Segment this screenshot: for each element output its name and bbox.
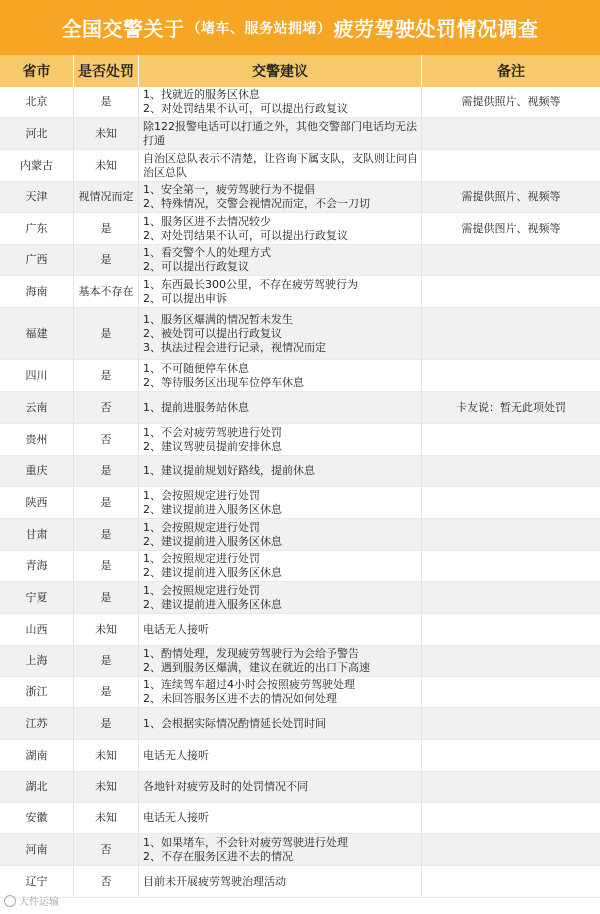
table-row <box>0 392 600 424</box>
cell-note <box>422 551 600 581</box>
advice-line: 2、建议提前进入服务区休息 <box>143 566 282 579</box>
cell-advice <box>139 487 422 518</box>
cell-province: 山西 <box>0 614 74 645</box>
title-subtitle: （堵车、服务站拥堵） <box>186 20 332 37</box>
cell-province: 广西 <box>0 245 74 275</box>
table-row <box>0 308 600 360</box>
watermark-logo-icon <box>4 895 16 907</box>
advice-line: 2、等待服务区出现车位停车休息 <box>143 375 304 389</box>
cell-penalty: 是 <box>74 646 139 676</box>
cell-note <box>422 308 600 359</box>
cell-penalty: 是 <box>74 308 139 359</box>
cell-note <box>422 803 600 833</box>
cell-note: 卡友说：暂无此项处罚 <box>456 400 566 414</box>
cell-note <box>422 582 600 613</box>
cell-advice <box>139 87 422 117</box>
cell-penalty: 否 <box>74 424 139 455</box>
cell-province: 安徽 <box>0 803 74 833</box>
cell-province: 内蒙古 <box>0 150 74 181</box>
header-penalty: 是否处罚 <box>74 55 139 87</box>
cell-note <box>422 519 600 550</box>
cell-penalty: 是 <box>74 708 139 739</box>
table-row <box>0 582 600 614</box>
table-row <box>0 276 600 308</box>
cell-province: 重庆 <box>0 456 74 486</box>
advice-line: 治区总队 <box>143 165 187 179</box>
cell-province: 海南 <box>0 276 74 307</box>
cell-province: 湖北 <box>0 772 74 802</box>
cell-penalty: 是 <box>74 360 139 391</box>
advice-line: 2、未回答服务区进不去的情况如何处理 <box>143 692 337 705</box>
cell-province: 上海 <box>0 646 74 676</box>
table-row <box>0 551 600 582</box>
cell-province: 贵州 <box>0 424 74 455</box>
advice-line: 2、对处罚结果不认可，可以提出行政复议 <box>143 102 348 115</box>
cell-penalty: 是 <box>74 487 139 518</box>
advice-line: 2、可以提出申诉 <box>143 291 227 305</box>
table-row <box>0 519 600 551</box>
table-row <box>0 424 600 456</box>
advice-line: 1、提前进服务站休息 <box>143 400 249 414</box>
cell-advice <box>139 456 422 486</box>
advice-line: 除122报警电话可以打通之外，其他交警部门电话均无法 <box>143 119 417 133</box>
cell-advice <box>139 582 422 613</box>
cell-note <box>422 614 600 645</box>
cell-province: 宁夏 <box>0 582 74 613</box>
cell-province: 甘肃 <box>0 519 74 550</box>
header-note: 备注 <box>497 64 525 80</box>
table-row <box>0 118 600 150</box>
advice-line: 1、会按照规定进行处罚 <box>143 488 260 502</box>
advice-line: 1、不可随便停车休息 <box>143 361 249 375</box>
cell-note <box>422 834 600 865</box>
table-row <box>0 213 600 245</box>
cell-advice <box>139 866 422 897</box>
cell-province: 河南 <box>0 834 74 865</box>
advice-line: 1、服务区爆满的情况暂未发生 <box>143 312 293 326</box>
cell-note <box>422 150 600 181</box>
cell-province: 北京 <box>0 87 74 117</box>
table-row <box>0 614 600 646</box>
title-main-b: 疲劳驾驶处罚情况调查 <box>333 17 539 41</box>
cell-province: 天津 <box>0 182 74 212</box>
cell-province: 江苏 <box>0 708 74 739</box>
watermark <box>4 893 59 908</box>
table-row <box>0 708 600 740</box>
cell-province: 云南 <box>0 392 74 423</box>
advice-line: 2、建议提前进入服务区休息 <box>143 534 282 548</box>
table-row <box>0 245 600 276</box>
cell-penalty: 是 <box>74 582 139 613</box>
cell-note: 需提供照片、视频等 <box>461 95 561 108</box>
cell-note <box>422 424 600 455</box>
advice-line: 1、如果堵车，不会针对疲劳驾驶进行处理 <box>143 835 348 849</box>
watermark-text: 大件运输 <box>19 897 59 908</box>
cell-penalty: 未知 <box>74 772 139 802</box>
advice-line: 1、服务区进不去情况较少 <box>143 214 271 228</box>
cell-advice <box>139 150 422 181</box>
header-province: 省市 <box>0 55 74 87</box>
table-header <box>0 55 600 87</box>
advice-line: 1、会根据实际情况酌情延长处罚时间 <box>143 716 326 730</box>
cell-note <box>422 118 600 149</box>
advice-line: 1、会按照规定进行处罚 <box>143 520 260 534</box>
cell-advice <box>139 834 422 865</box>
cell-note <box>422 740 600 771</box>
cell-advice <box>139 614 422 645</box>
cell-advice <box>139 308 422 359</box>
advice-line: 2、建议提前进入服务区休息 <box>143 502 282 516</box>
cell-advice <box>139 118 422 149</box>
cell-province: 四川 <box>0 360 74 391</box>
cell-penalty: 基本不存在 <box>74 276 139 307</box>
advice-line: 2、对处罚结果不认可，可以提出行政复议 <box>143 228 348 242</box>
cell-advice <box>139 245 422 275</box>
table-row <box>0 866 600 898</box>
cell-note <box>422 677 600 707</box>
advice-line: 电话无人接听 <box>143 748 209 762</box>
cell-province: 青海 <box>0 551 74 581</box>
cell-note <box>422 276 600 307</box>
cell-advice <box>139 708 422 739</box>
advice-line: 1、安全第一，疲劳驾驶行为不提倡 <box>143 183 315 196</box>
cell-penalty: 未知 <box>74 803 139 833</box>
advice-line: 1、连续驾车超过4小时会按照疲劳驾驶处理 <box>143 678 355 691</box>
table-row <box>0 834 600 866</box>
cell-note <box>422 772 600 802</box>
cell-advice <box>139 276 422 307</box>
cell-note: 需提供图片、视频等 <box>461 221 561 235</box>
cell-penalty: 未知 <box>74 740 139 771</box>
cell-advice <box>139 551 422 581</box>
advice-line: 1、建议提前规划好路线，提前休息 <box>143 464 315 477</box>
table-row <box>0 456 600 487</box>
advice-line: 2、可以提出行政复议 <box>143 260 249 273</box>
cell-province: 辽宁 <box>0 866 74 897</box>
title-main-a: 全国交警关于 <box>61 17 185 41</box>
table-row <box>0 87 600 118</box>
advice-line: 1、会按照规定进行处罚 <box>143 552 260 565</box>
header-advice: 交警建议 <box>139 55 422 87</box>
cell-penalty: 是 <box>74 87 139 117</box>
page-title <box>0 0 600 55</box>
cell-advice <box>139 182 422 212</box>
cell-note: 需提供照片、视频等 <box>461 190 561 203</box>
cell-province: 浙江 <box>0 677 74 707</box>
cell-penalty: 否 <box>74 834 139 865</box>
cell-penalty: 未知 <box>74 118 139 149</box>
cell-advice <box>139 740 422 771</box>
table-row <box>0 803 600 834</box>
cell-penalty: 否 <box>74 866 139 897</box>
cell-penalty: 未知 <box>74 614 139 645</box>
cell-advice <box>139 360 422 391</box>
advice-line: 各地针对疲劳及时的处罚情况不同 <box>143 780 308 793</box>
cell-province: 广东 <box>0 213 74 244</box>
advice-line: 1、找就近的服务区休息 <box>143 88 260 101</box>
advice-line: 1、东西最长300公里，不存在疲劳驾驶行为 <box>143 277 358 291</box>
cell-province: 湖南 <box>0 740 74 771</box>
table-row <box>0 150 600 182</box>
advice-line: 电话无人接听 <box>143 811 209 824</box>
advice-line: 2、特殊情况，交警会视情况而定，不会一刀切 <box>143 197 370 210</box>
cell-advice <box>139 392 422 423</box>
cell-advice <box>139 519 422 550</box>
cell-penalty: 是 <box>74 551 139 581</box>
advice-line: 1、会按照规定进行处罚 <box>143 583 260 597</box>
cell-penalty: 是 <box>74 677 139 707</box>
advice-line: 3、执法过程会进行记录，视情况而定 <box>143 340 326 354</box>
table-row <box>0 646 600 677</box>
advice-line: 2、被处罚可以提出行政复议 <box>143 326 282 340</box>
table-row <box>0 772 600 803</box>
cell-note <box>422 866 600 897</box>
cell-penalty: 是 <box>74 213 139 244</box>
cell-penalty: 是 <box>74 456 139 486</box>
cell-penalty: 视情况而定 <box>74 182 139 212</box>
cell-province: 河北 <box>0 118 74 149</box>
cell-province: 福建 <box>0 308 74 359</box>
cell-province: 陕西 <box>0 487 74 518</box>
cell-advice <box>139 213 422 244</box>
advice-line: 1、酌情处理，发现疲劳驾驶行为会给予警告 <box>143 647 359 660</box>
advice-line: 2、建议驾驶员提前安排休息 <box>143 439 282 453</box>
advice-line: 2、遇到服务区爆满，建议在就近的出口下高速 <box>143 661 370 674</box>
table-row <box>0 182 600 213</box>
cell-penalty: 是 <box>74 519 139 550</box>
advice-line: 电话无人接听 <box>143 622 209 636</box>
cell-note <box>422 708 600 739</box>
table-row <box>0 677 600 708</box>
table-row <box>0 360 600 392</box>
advice-line: 自治区总队表示不清楚，让咨询下属支队，支队则让问自 <box>143 151 418 165</box>
cell-advice <box>139 677 422 707</box>
cell-advice <box>139 772 422 802</box>
cell-note <box>422 245 600 275</box>
advice-line: 1、看交警个人的处理方式 <box>143 246 271 259</box>
table-row <box>0 487 600 519</box>
cell-note <box>422 456 600 486</box>
cell-note <box>422 646 600 676</box>
advice-line: 2、建议提前进入服务区休息 <box>143 597 282 611</box>
advice-line: 目前未开展疲劳驾驶治理活动 <box>143 874 286 888</box>
advice-line: 打通 <box>143 133 165 147</box>
cell-penalty: 是 <box>74 245 139 275</box>
table-body <box>0 87 600 898</box>
cell-note <box>422 487 600 518</box>
advice-line: 2、不存在服务区进不去的情况 <box>143 849 293 863</box>
cell-penalty: 未知 <box>74 150 139 181</box>
table-row <box>0 740 600 772</box>
cell-penalty: 否 <box>74 392 139 423</box>
advice-line: 1、不会对疲劳驾驶进行处罚 <box>143 425 282 439</box>
cell-note <box>422 360 600 391</box>
cell-advice <box>139 646 422 676</box>
cell-advice <box>139 424 422 455</box>
cell-advice <box>139 803 422 833</box>
